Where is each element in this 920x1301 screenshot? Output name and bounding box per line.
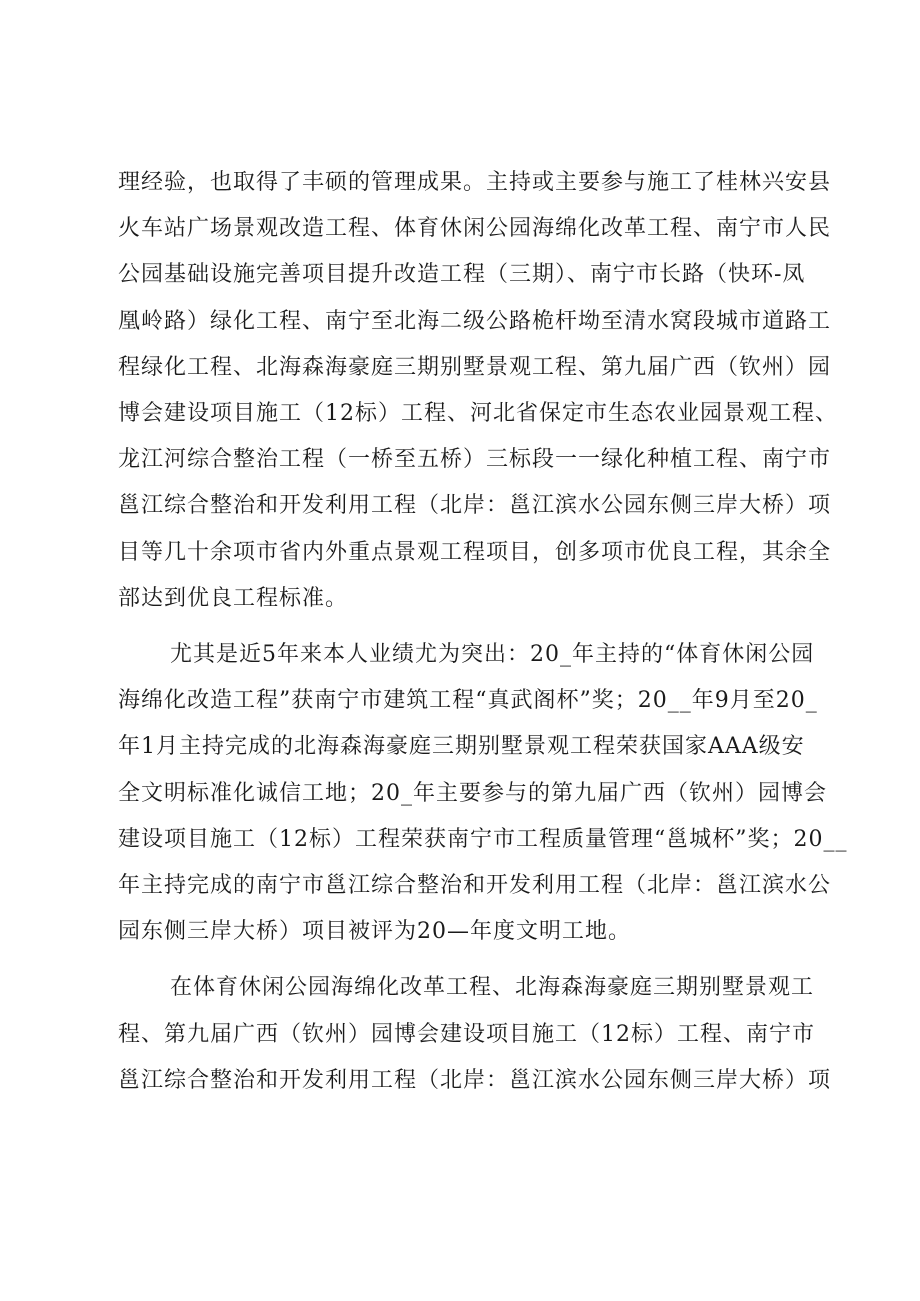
- text-line: 海绵化改造工程”获南宁市建筑工程“真武阁杯”奖；20__年9月至20_: [118, 688, 818, 714]
- paragraph-spacer: [118, 622, 830, 632]
- text-line: 公园基础设施完善项目提升改造工程（三期）、南宁市长路（快环-凤: [118, 262, 806, 288]
- paragraph-1: [118, 160, 838, 622]
- text-line: 年1月主持完成的北海森海豪庭三期别墅景观工程荣获国家AAA级安: [118, 734, 805, 760]
- paragraph-3: [118, 965, 830, 1104]
- text-line: 程、第九届广西（钦州）园博会建设项目施工（12标）工程、南宁市: [118, 1021, 815, 1047]
- text-line: 邕江综合整治和开发利用工程（北岸：邕江滨水公园东侧三岸大桥）项: [118, 1067, 832, 1093]
- text-line: 龙江河综合整治工程（一桥至五桥）三标段一一绿化种植工程、南宁市: [118, 447, 832, 473]
- text-line: 部达到优良工程标准。: [118, 585, 349, 611]
- text-line: 园东侧三岸大桥）项目被评为20—年度文明工地。: [118, 919, 631, 945]
- text-line: 程绿化工程、北海森海豪庭三期别墅景观工程、第九届广西（钦州）园: [118, 354, 832, 380]
- paragraph-2: [118, 632, 848, 955]
- text-line: 全文明标准化诚信工地；20_年主要参与的第九届广西（钦州）园博会: [118, 780, 827, 806]
- text-line: 在体育休闲公园海绵化改革工程、北海森海豪庭三期别墅景观工: [170, 975, 815, 1001]
- text-line: 火车站广场景观改造工程、体育休闲公园海绵化改革工程、南宁市人民: [118, 216, 832, 242]
- paragraph-spacer: [118, 955, 830, 965]
- text-line: 邕江综合整治和开发利用工程（北岸：邕江滨水公园东侧三岸大桥）项: [118, 493, 832, 519]
- text-line: 凰岭路）绿化工程、南宁至北海二级公路桅杆坳至清水窝段城市道路工: [118, 308, 832, 334]
- document-body: [118, 160, 848, 1104]
- text-line: 理经验，也取得了丰硕的管理成果。主持或主要参与施工了桂林兴安县: [118, 170, 832, 195]
- text-line: 建设项目施工（12标）工程荣获南宁市工程质量管理“邕城杯”奖；20__: [118, 826, 848, 852]
- text-line: 目等几十余项市省内外重点景观工程项目，创多项市优良工程，其余全: [118, 539, 832, 565]
- text-line: 博会建设项目施工（12标）工程、河北省保定市生态农业园景观工程、: [118, 401, 838, 427]
- text-line: 尤其是近5年来本人业绩尤为突出：20_年主持的“体育休闲公园: [170, 642, 815, 668]
- text-line: 年主持完成的南宁市邕江综合整治和开发利用工程（北岸：邕江滨水公: [118, 873, 832, 899]
